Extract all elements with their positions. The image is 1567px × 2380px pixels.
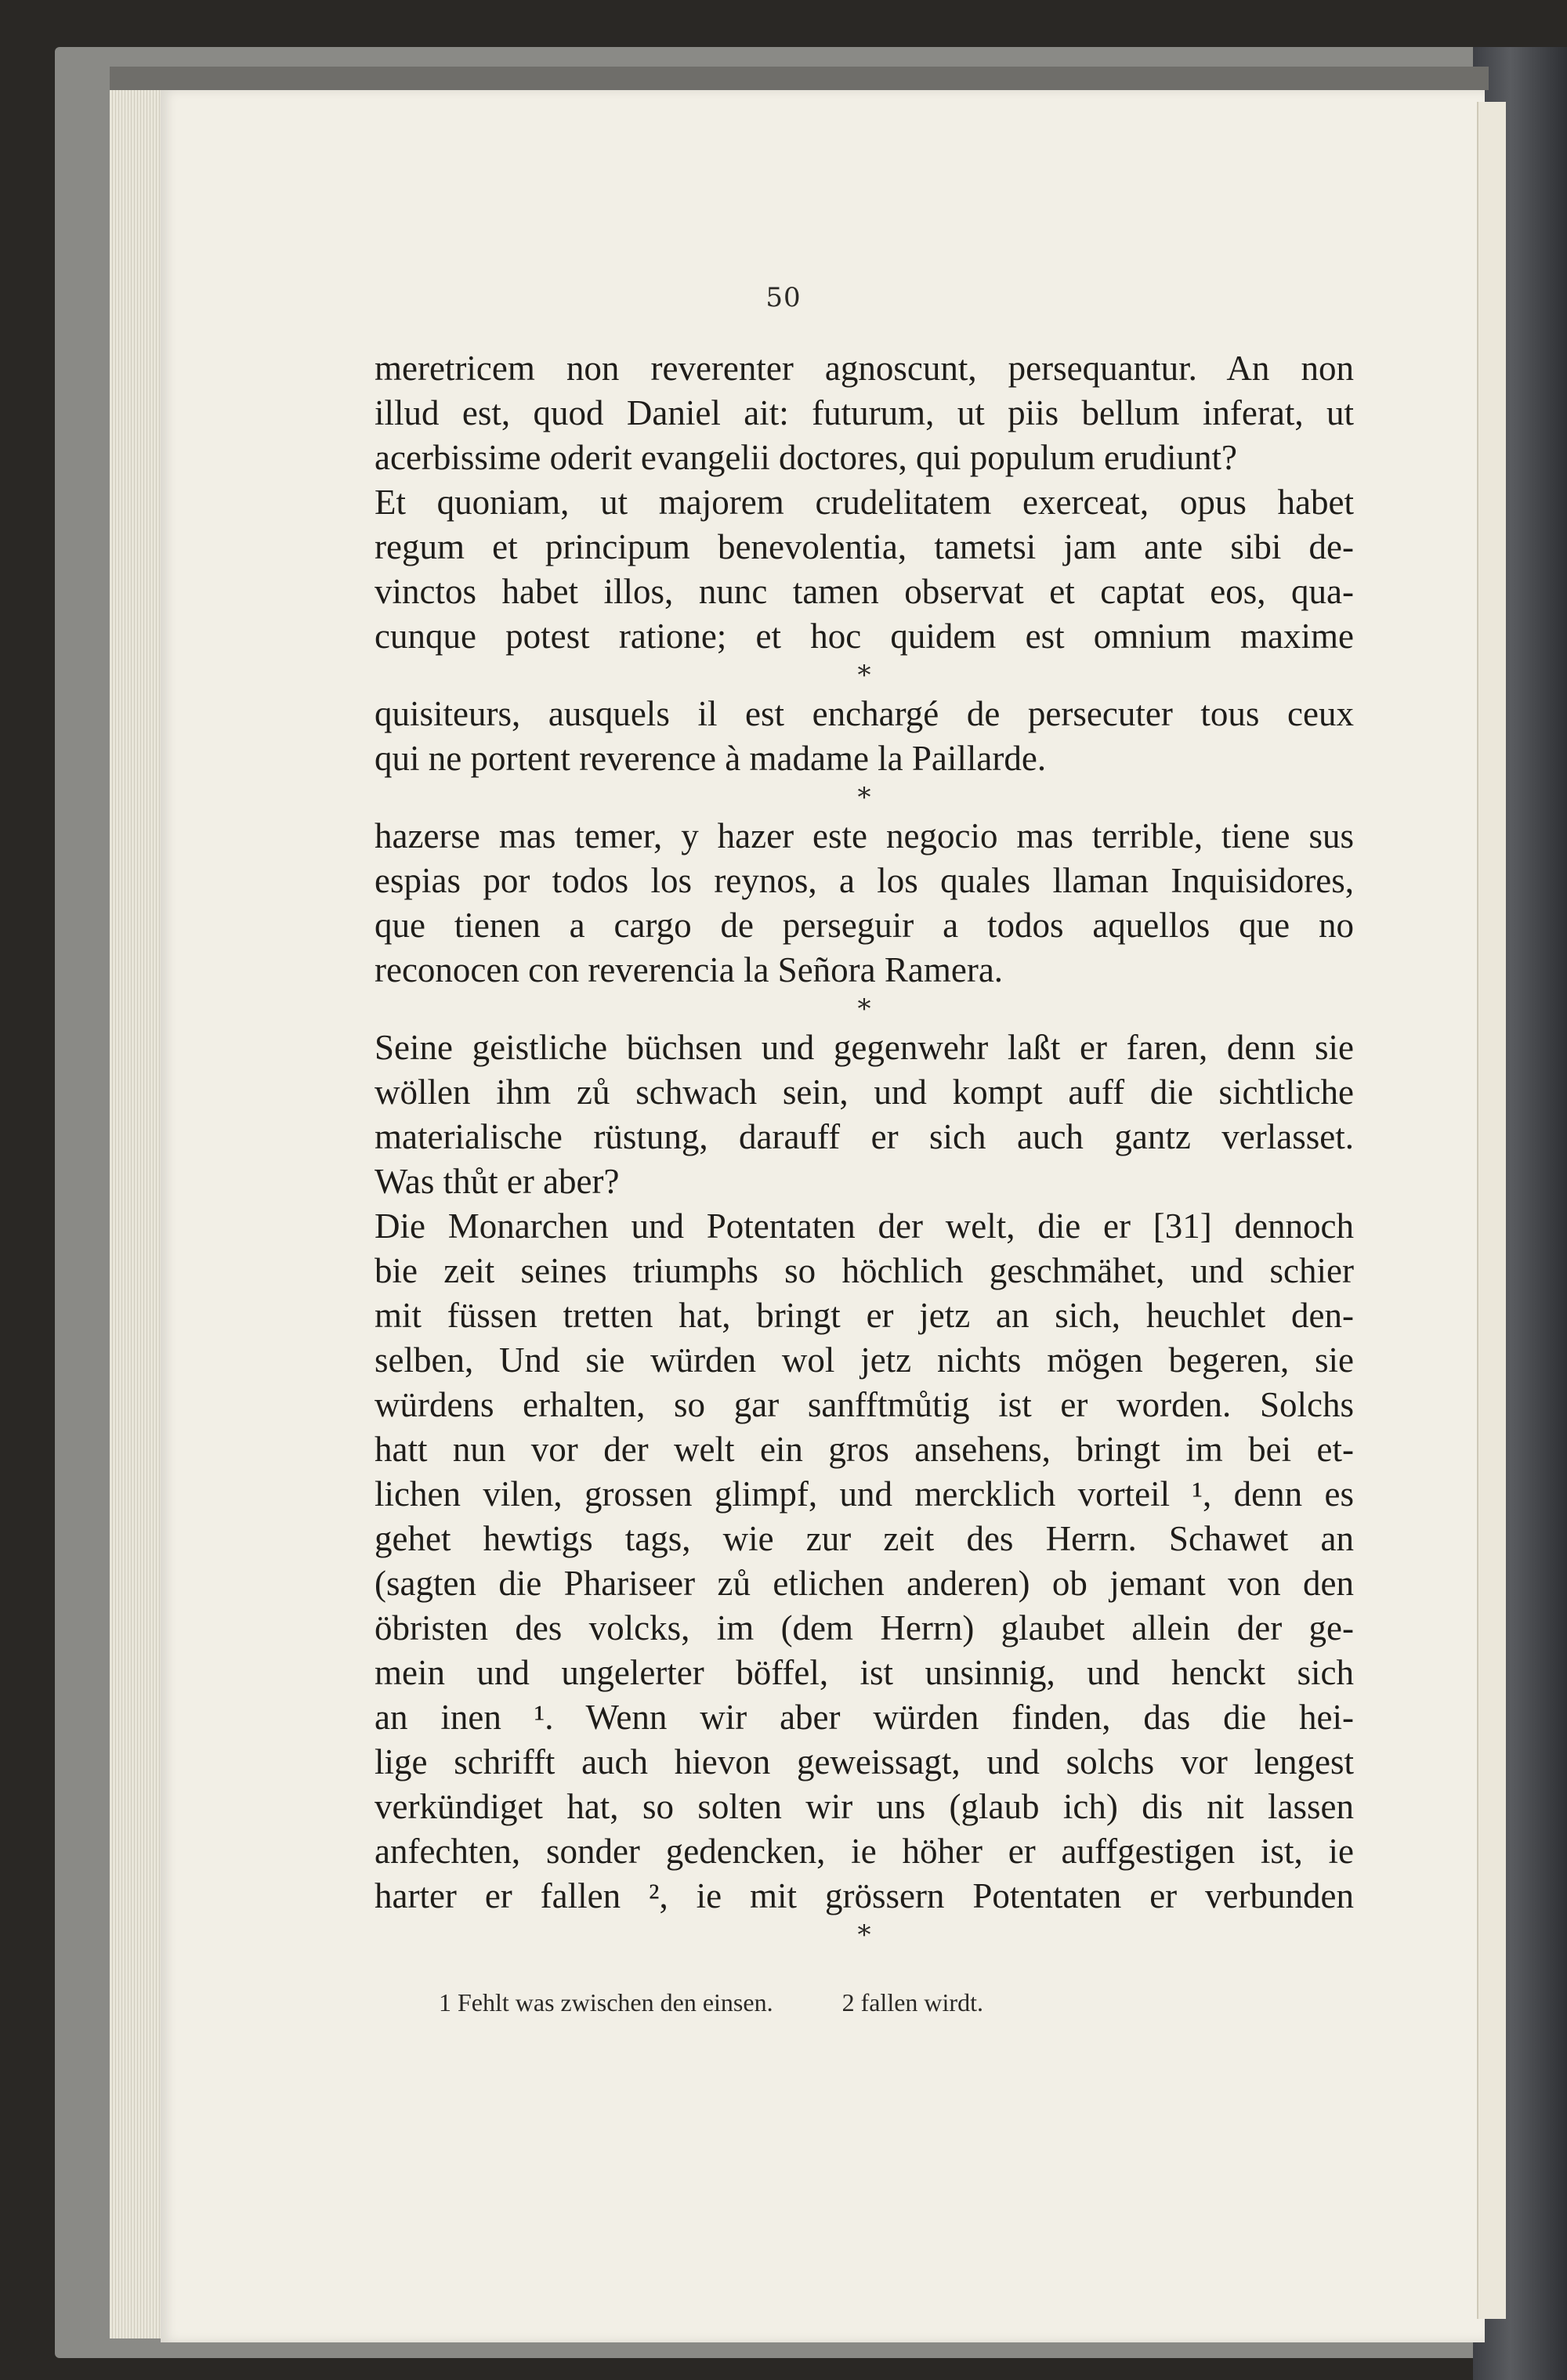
text-line: reconocen con reverencia la Señora Ramera. [375,950,1004,989]
text-line: würdens erhalten, so gar sanfftmůtig ist er worden. Solchs [375,1385,1354,1424]
text-line: Seine geistliche büchsen und gegenwehr laßt er faren, denn sie [375,1028,1354,1067]
text-line: vinctos habet illos, nunc tamen observat et captat eos, qua- [375,572,1354,611]
text-line: Die Monarchen und Potentaten der welt, die er [31] dennoch [375,1206,1354,1246]
footnote-1: 1 Fehlt was zwischen den einsen. [439,1988,773,2016]
paragraph-latin [375,346,1354,659]
text-line: Et quoniam, ut majorem crudelitatem exerceat, opus habet [375,483,1354,522]
footnotes [439,1988,1301,2017]
section-separator: * [857,1919,871,1951]
text-line: öbristen des volcks, im (dem Herrn) glaubet allein der ge- [375,1608,1354,1648]
cover-edge [110,67,1489,90]
section-separator: * [857,660,871,691]
text-line: mein und ungelerter böffel, ist unsinnig, und henckt sich [375,1653,1354,1692]
paragraph-french [375,692,1354,781]
text-line: lige schrifft auch hievon geweissagt, und solchs vor lengest [375,1742,1354,1781]
text-line: materialische rüstung, darauff er sich auch gantz verlasset. [375,1117,1354,1156]
text-line: (sagten die Phariseer zů etlichen anderen) ob jemant von den [375,1564,1354,1603]
text-line: quisiteurs, ausquels il est enchargé de persecuter tous ceux [375,694,1354,733]
text-line: illud est, quod Daniel ait: futurum, ut piis bellum inferat, ut [375,393,1354,432]
page-number: 50 [765,282,802,313]
text-line: bie zeit seines triumphs so höchlich geschmähet, und schier [375,1251,1354,1290]
text-line: regum et principum benevolentia, tametsi jam ante sibi de- [375,527,1354,566]
text-line: mit füssen tretten hat, bringt er jetz an sich, heuchlet den- [375,1296,1354,1335]
text-line: que tienen a cargo de perseguir a todos aquellos que no [375,906,1354,945]
text-line: an inen ¹. Wenn wir aber würden finden, das die hei- [375,1698,1354,1737]
paragraph-german [375,1025,1354,1919]
text-line: espias por todos los reynos, a los quales llaman Inquisidores, [375,861,1354,900]
paragraph-spanish [375,814,1354,993]
section-separator: * [857,782,871,813]
text-line: hazerse mas temer, y hazer este negocio mas terrible, tiene sus [375,816,1354,855]
text-line: anfechten, sonder gedencken, ie höher er auffgestigen ist, ie [375,1832,1354,1871]
text-line: lichen vilen, grossen glimpf, und mercklich vorteil ¹, denn es [375,1474,1354,1514]
text-line: qui ne portent reverence à madame la Paillarde. [375,739,1047,778]
text-line: meretricem non reverenter agnoscunt, persequantur. An non [375,349,1354,388]
text-line: hatt nun vor der welt ein gros ansehens, bringt im bei et- [375,1430,1354,1469]
footnote-2: 2 fallen wirdt. [841,1988,983,2016]
text-line: Was thůt er aber? [375,1162,620,1201]
text-line: gehet hewtigs tags, wie zur zeit des Herrn. Schawet an [375,1519,1354,1558]
text-line: cunque potest ratione; et hoc quidem est omnium maxime [375,617,1354,656]
text-line: harter er fallen ², ie mit grössern Potentaten er verbunden [375,1876,1354,1915]
text-line: verkündiget hat, so solten wir uns (glaub ich) dis nit lassen [375,1787,1354,1826]
text-line: acerbissime oderit evangelii doctores, qui populum erudiunt? [375,438,1237,477]
text-line: wöllen ihm zů schwach sein, und kompt auff die sichtliche [375,1072,1354,1112]
section-separator: * [857,993,871,1025]
body-text [375,346,1354,1951]
text-line: selben, Und sie würden wol jetz nichts mögen begeren, sie [375,1340,1354,1380]
facing-page-edge [1477,102,1506,2319]
